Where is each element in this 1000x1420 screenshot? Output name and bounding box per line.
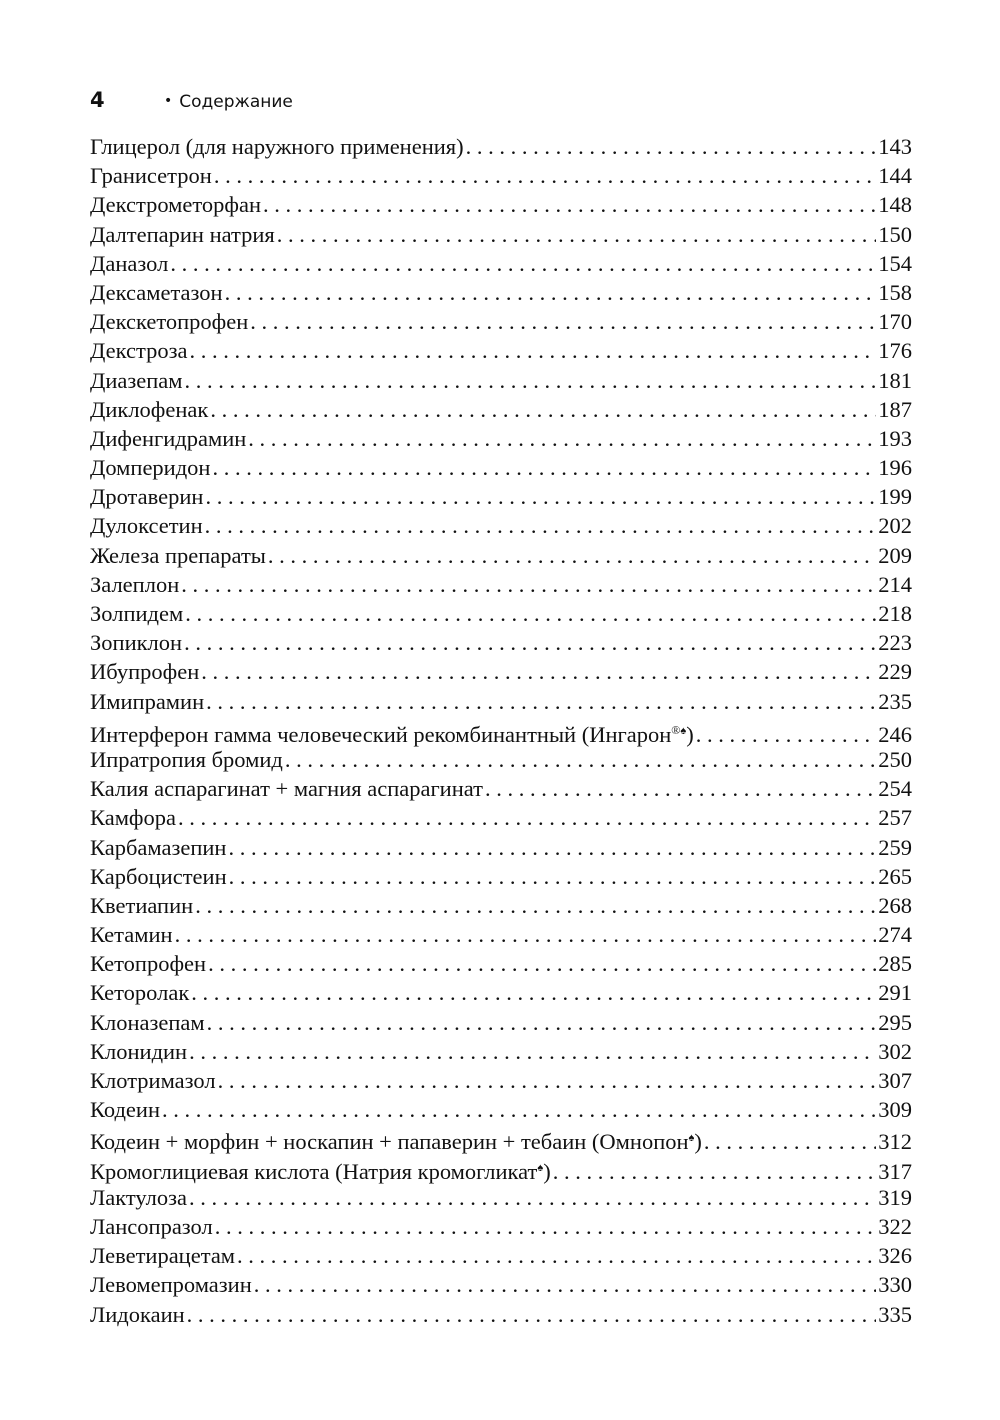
dot-leader [250, 307, 876, 336]
entry-title-text: Карбамазепин [90, 834, 227, 860]
entry-title [90, 453, 210, 482]
table-of-contents [90, 132, 912, 1329]
entry-title [90, 920, 173, 949]
dot-leader [263, 190, 876, 219]
dot-leader [178, 803, 876, 832]
dot-leader [189, 336, 876, 365]
entry-title-text: Кеторолак [90, 980, 190, 1006]
entry-page-number: 265 [878, 863, 912, 889]
entry-page-number: 154 [878, 250, 912, 276]
toc-entry [90, 190, 912, 219]
toc-entry [90, 978, 912, 1007]
toc-entry [90, 657, 912, 686]
dot-leader [229, 862, 877, 891]
entry-title-text: Кетамин [90, 922, 173, 948]
entry-title [90, 1183, 187, 1212]
toc-entry [90, 1066, 912, 1095]
spade-mark-icon: ♠ [680, 724, 687, 737]
entry-title-suffix: ) [686, 721, 694, 747]
entry-page-number: 302 [878, 1038, 912, 1064]
entry-page-number: 257 [878, 805, 912, 831]
entry-title-text: Декстрометорфан [90, 192, 262, 218]
entry-page-number: 309 [878, 1097, 912, 1123]
toc-entry [90, 395, 912, 424]
entry-title [90, 745, 283, 774]
dot-leader [170, 249, 876, 278]
dot-leader [175, 920, 877, 949]
entry-title [90, 628, 182, 657]
toc-entry [90, 570, 912, 599]
page-number: 4 [90, 88, 105, 112]
toc-entry [90, 1241, 912, 1270]
toc-entry [90, 278, 912, 307]
dot-leader [704, 1127, 876, 1156]
entry-page-number: 246 [878, 721, 912, 747]
entry-title [90, 1124, 702, 1156]
entry-title-text: Клотримазол [90, 1068, 216, 1093]
entry-title-text: Дротаверин [90, 484, 204, 510]
entry-title-text: Кодеин + морфин + носкапин + папаверин + тебаин (Омнопон [90, 1129, 689, 1155]
entry-page-number: 209 [878, 542, 912, 568]
toc-entry [90, 424, 912, 453]
toc-entry [90, 774, 912, 803]
dot-leader [206, 687, 876, 716]
entry-title-text: Калия аспарагинат + магния аспарагинат [90, 776, 484, 802]
entry-title [90, 278, 223, 307]
toc-entry [90, 220, 912, 249]
toc-entry [90, 862, 912, 891]
entry-page-number: 317 [878, 1158, 912, 1184]
entry-title [90, 599, 183, 628]
toc-entry [90, 628, 912, 657]
entry-title-text: Железа препараты [90, 542, 266, 568]
toc-entry [90, 803, 912, 832]
entry-title [90, 687, 204, 716]
entry-page-number: 170 [878, 309, 912, 335]
entry-page-number: 187 [878, 396, 912, 422]
entry-title [90, 1037, 187, 1066]
entry-page-number: 229 [878, 659, 912, 685]
toc-entry [90, 716, 912, 745]
entry-title [90, 1270, 252, 1299]
toc-entry [90, 1124, 912, 1153]
toc-entry [90, 1154, 912, 1183]
entry-page-number: 158 [878, 279, 912, 305]
toc-entry [90, 482, 912, 511]
dot-leader [254, 1270, 876, 1299]
dot-leader [189, 1037, 876, 1066]
entry-title-text: Имипрамин [90, 688, 205, 714]
dot-leader [187, 1300, 877, 1329]
toc-entry [90, 687, 912, 716]
entry-title [90, 395, 208, 424]
toc-entry [90, 1300, 912, 1329]
entry-page-number: 181 [878, 367, 912, 393]
entry-title-text: Диклофенак [90, 396, 209, 422]
entry-title-text: Кодеин [90, 1097, 161, 1123]
entry-title [90, 774, 483, 803]
entry-page-number: 235 [878, 688, 912, 714]
entry-page-number: 291 [878, 980, 912, 1006]
entry-title-text: Клонидин [90, 1038, 188, 1064]
dot-leader [184, 628, 876, 657]
entry-title [90, 833, 226, 862]
dot-leader [466, 132, 877, 161]
entry-page-number: 319 [878, 1184, 912, 1210]
entry-title [90, 249, 168, 278]
entry-title [90, 482, 203, 511]
entry-title-text: Золпидем [90, 601, 184, 626]
dot-leader [189, 1183, 876, 1212]
entry-title [90, 307, 248, 336]
entry-title-text: Лансопразол [90, 1213, 213, 1239]
toc-entry [90, 891, 912, 920]
dot-leader [207, 1008, 877, 1037]
entry-title [90, 891, 193, 920]
entry-title-suffix: ) [694, 1129, 702, 1155]
entry-title [90, 657, 199, 686]
toc-entry [90, 920, 912, 949]
entry-page-number: 312 [878, 1129, 912, 1155]
dot-leader [225, 278, 877, 307]
entry-page-number: 250 [878, 746, 912, 772]
entry-title-text: Зопиклон [90, 630, 183, 656]
entry-title [90, 190, 261, 219]
toc-entry [90, 1270, 912, 1299]
entry-title [90, 220, 275, 249]
entry-title-text: Кромоглициевая кислота (Натрия кромогликат [90, 1158, 538, 1184]
entry-title-text: Клоназепам [90, 1009, 205, 1035]
dot-leader [285, 745, 876, 774]
entry-page-number: 330 [878, 1272, 912, 1298]
entry-page-number: 274 [878, 922, 912, 948]
entry-title [90, 1154, 551, 1186]
entry-page-number: 326 [878, 1243, 912, 1269]
entry-title-text: Глицерол (для наружного применения) [90, 134, 464, 159]
dot-leader [268, 541, 876, 570]
entry-title [90, 1241, 235, 1270]
entry-title-text: Дифенгидрамин [90, 425, 247, 451]
entry-title [90, 862, 227, 891]
entry-page-number: 199 [878, 484, 912, 510]
toc-entry [90, 453, 912, 482]
entry-title-text: Леветирацетам [90, 1243, 236, 1269]
entry-page-number: 335 [878, 1301, 912, 1327]
dot-leader [185, 599, 876, 628]
entry-page-number: 218 [878, 601, 912, 626]
toc-entry [90, 1212, 912, 1241]
toc-entry [90, 541, 912, 570]
toc-entry [90, 336, 912, 365]
dot-leader [205, 482, 876, 511]
running-header-title: Содержание [179, 92, 293, 112]
entry-title [90, 424, 246, 453]
dot-leader [201, 657, 876, 686]
entry-title-text: Гранисетрон [90, 163, 212, 189]
entry-page-number: 259 [878, 834, 912, 860]
entry-page-number: 322 [878, 1213, 912, 1239]
entry-page-number: 148 [878, 192, 912, 218]
entry-title-text: Диазепам [90, 367, 183, 393]
dot-leader [212, 453, 876, 482]
entry-page-number: 150 [878, 221, 912, 247]
entry-title-text: Домперидон [90, 455, 211, 481]
entry-title-text: Декстроза [90, 338, 188, 364]
dot-leader [185, 366, 877, 395]
dot-leader [218, 1066, 877, 1095]
entry-title-text: Камфора [90, 805, 177, 831]
entry-title-text: Лидокаин [90, 1301, 185, 1327]
entry-title [90, 1066, 216, 1095]
toc-entry [90, 1183, 912, 1212]
toc-entry [90, 161, 912, 190]
entry-title-text: Дулоксетин [90, 513, 203, 539]
dot-leader [214, 161, 876, 190]
dot-leader [162, 1095, 876, 1124]
entry-title [90, 541, 266, 570]
entry-title [90, 336, 187, 365]
page-header [90, 88, 293, 118]
entry-title-text: Левомепромазин [90, 1272, 252, 1298]
dot-leader [215, 1212, 877, 1241]
entry-page-number: 223 [878, 630, 912, 656]
entry-title-text: Залеплон [90, 571, 180, 597]
dot-leader [277, 220, 876, 249]
entry-title-text: Интерферон гамма человеческий рекомбинантный (Ингарон [90, 721, 672, 747]
entry-title-text: Ипратропия бромид [90, 746, 283, 772]
entry-title [90, 978, 189, 1007]
dot-leader [485, 774, 876, 803]
entry-page-number: 214 [878, 571, 912, 597]
toc-entry [90, 833, 912, 862]
entry-page-number: 295 [878, 1009, 912, 1035]
entry-title-text: Карбоцистеин [90, 863, 227, 889]
entry-title [90, 1212, 213, 1241]
entry-title-text: Далтепарин натрия [90, 221, 275, 247]
dot-leader [248, 424, 876, 453]
entry-page-number: 144 [878, 163, 912, 189]
dot-leader [191, 978, 876, 1007]
entry-title [90, 511, 203, 540]
entry-title [90, 1095, 160, 1124]
entry-title [90, 366, 183, 395]
registered-mark-icon: ® [671, 722, 681, 737]
entry-title-text: Лактулоза [90, 1184, 188, 1210]
entry-title [90, 1300, 185, 1329]
entry-title [90, 161, 212, 190]
entry-page-number: 254 [878, 776, 912, 802]
entry-page-number: 268 [878, 892, 912, 918]
entry-page-number: 307 [878, 1068, 912, 1093]
entry-title-text: Даназол [90, 250, 169, 276]
dot-leader [553, 1157, 877, 1186]
entry-page-number: 143 [878, 134, 912, 159]
toc-entry [90, 949, 912, 978]
toc-entry [90, 511, 912, 540]
entry-page-number: 202 [878, 513, 912, 539]
entry-title [90, 1008, 205, 1037]
toc-entry [90, 745, 912, 774]
bullet-icon: • [164, 93, 173, 109]
toc-entry [90, 249, 912, 278]
entry-title-text: Ибупрофен [90, 659, 200, 685]
dot-leader [208, 949, 876, 978]
toc-entry [90, 132, 912, 161]
entry-title-text: Декскетопрофен [90, 309, 249, 335]
toc-entry [90, 366, 912, 395]
toc-entry [90, 307, 912, 336]
dot-leader [181, 570, 876, 599]
entry-page-number: 196 [878, 455, 912, 481]
entry-title-text: Кетопрофен [90, 951, 207, 977]
entry-title-text: Дексаметазон [90, 279, 223, 305]
spade-mark-icon: ♠ [688, 1132, 695, 1145]
toc-entry [90, 599, 912, 628]
toc-entry [90, 1008, 912, 1037]
entry-page-number: 176 [878, 338, 912, 364]
dot-leader [237, 1241, 876, 1270]
entry-title-suffix: ) [543, 1158, 551, 1184]
toc-entry [90, 1095, 912, 1124]
entry-title [90, 803, 176, 832]
entry-page-number: 193 [878, 425, 912, 451]
dot-leader [210, 395, 876, 424]
spade-mark-icon: ♠ [537, 1161, 544, 1174]
dot-leader [205, 511, 877, 540]
entry-title-text: Кветиапин [90, 892, 194, 918]
entry-page-number: 285 [878, 951, 912, 977]
toc-entry [90, 1037, 912, 1066]
dot-leader [195, 891, 876, 920]
entry-title [90, 949, 206, 978]
entry-title [90, 570, 179, 599]
dot-leader [228, 833, 876, 862]
entry-title [90, 132, 464, 161]
